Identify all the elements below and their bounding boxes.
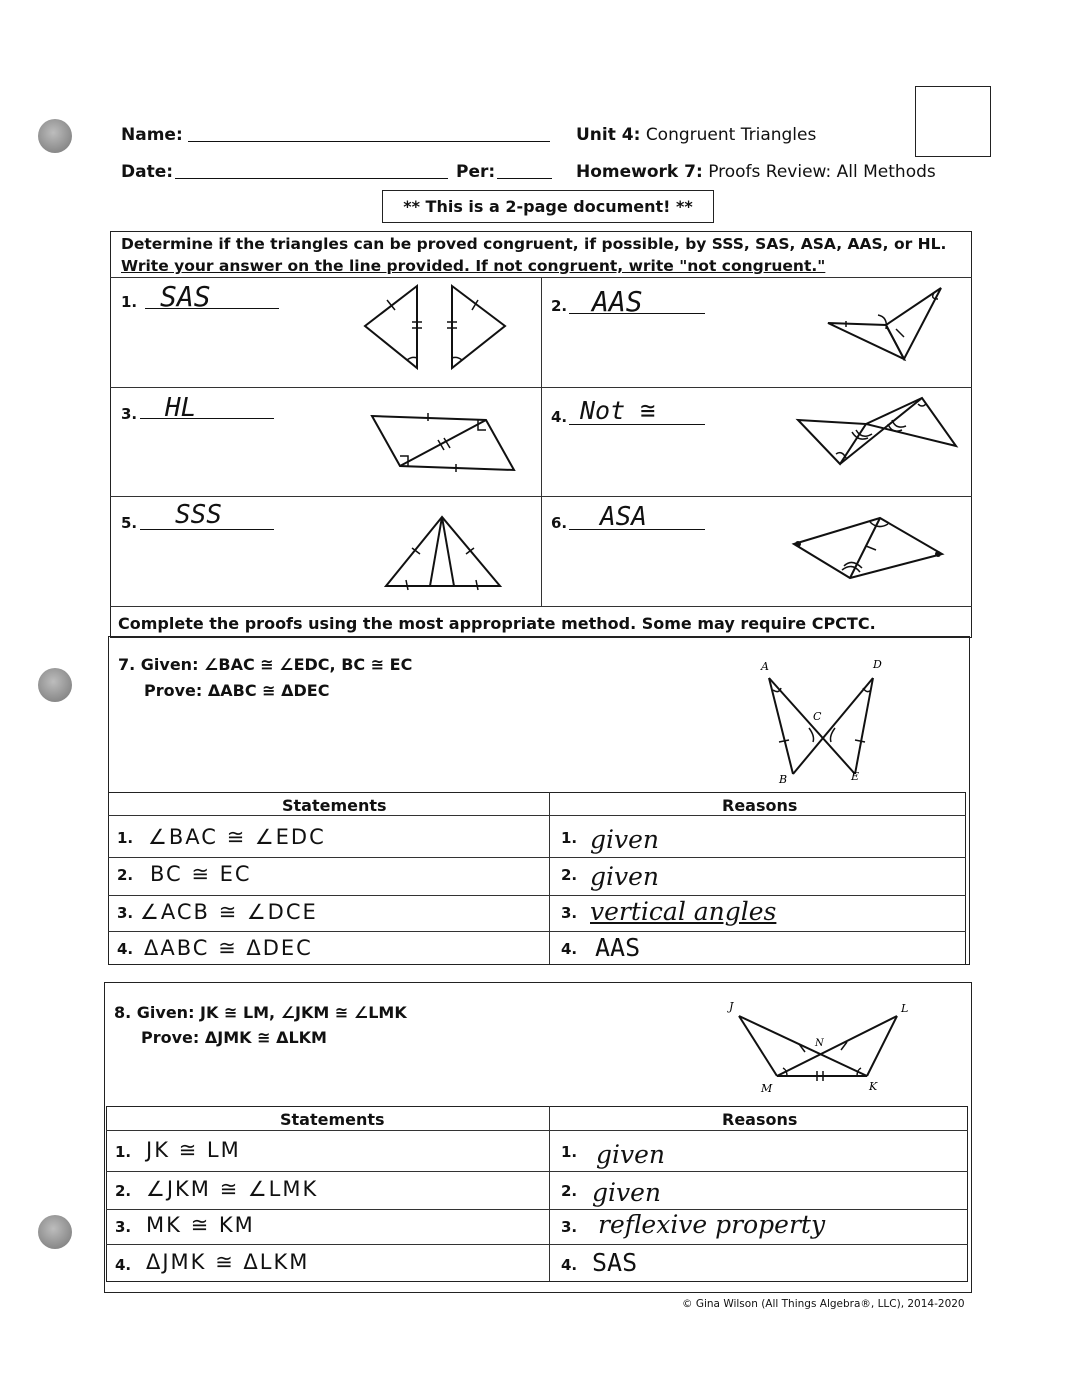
- problem-5-number: 5.: [121, 514, 138, 532]
- reason-cell[interactable]: given: [590, 825, 660, 854]
- label-l: L: [901, 1002, 909, 1015]
- row-number: 2.: [115, 1182, 132, 1200]
- row-number: 4.: [115, 1256, 132, 1274]
- label-b: B: [779, 773, 788, 786]
- name-line[interactable]: [188, 141, 550, 142]
- part2-instructions: Complete the proofs using the most appropriate method. Some may require CPCTC.: [118, 614, 876, 633]
- label-a: A: [761, 660, 769, 673]
- problem-4-figure: [796, 394, 958, 469]
- problem-1-figure: [360, 284, 510, 374]
- table-row-divider: [108, 857, 966, 858]
- proof7-figure: [755, 656, 895, 786]
- label-k: K: [869, 1080, 878, 1093]
- statements-header: Statements: [280, 1110, 385, 1129]
- problem-1-line: [145, 308, 279, 309]
- problem-1-number: 1.: [121, 293, 138, 311]
- label-j: J: [729, 1000, 734, 1013]
- table-column-divider: [549, 792, 550, 964]
- row-number: 2.: [117, 866, 134, 884]
- reason-cell[interactable]: given: [596, 1140, 666, 1169]
- reasons-header: Reasons: [722, 1110, 798, 1129]
- reason-cell[interactable]: AAS: [595, 933, 641, 962]
- reason-number: 3.: [561, 1218, 578, 1236]
- unit-heading: [576, 125, 816, 145]
- problem-5-answer[interactable]: SSS: [175, 500, 222, 530]
- statement-cell[interactable]: JK ≅ LM: [146, 1138, 241, 1162]
- row-number: 3.: [117, 904, 134, 922]
- reason-cell[interactable]: given: [592, 1178, 662, 1207]
- binder-hole-bottom: [38, 1215, 72, 1249]
- date-label: Date:: [121, 162, 174, 182]
- problem-4-line: [569, 424, 705, 425]
- reasons-header: Reasons: [722, 796, 798, 815]
- statement-cell[interactable]: MK ≅ KM: [146, 1213, 255, 1237]
- reason-number: 2.: [561, 1182, 578, 1200]
- row-number: 1.: [117, 829, 134, 847]
- name-label: Name:: [121, 125, 183, 145]
- table-header-divider: [108, 815, 966, 816]
- date-line[interactable]: [175, 178, 448, 179]
- label-c: C: [813, 710, 822, 723]
- part1-instructions-1: Determine if the triangles can be proved congruent, if possible, by SSS, SAS, ASA, AAS, or HL.: [121, 235, 947, 253]
- unit-bold: Unit 4:: [576, 125, 641, 145]
- statements-header: Statements: [282, 796, 387, 815]
- binder-hole-middle: [38, 668, 72, 702]
- label-n: N: [815, 1038, 824, 1049]
- problem-2-answer[interactable]: AAS: [592, 285, 643, 318]
- statement-cell[interactable]: ∠ACB ≅ ∠DCE: [140, 900, 318, 924]
- row-number: 4.: [117, 940, 134, 958]
- reason-number: 1.: [561, 1143, 578, 1161]
- problem-6-number: 6.: [551, 514, 568, 532]
- row-divider: [110, 606, 972, 607]
- proof8-figure: [725, 998, 915, 1094]
- reason-number: 4.: [561, 1256, 578, 1274]
- statement-cell[interactable]: ∠JKM ≅ ∠LMK: [146, 1177, 319, 1201]
- reason-number: 2.: [561, 866, 578, 884]
- reason-cell[interactable]: vertical angles: [590, 897, 777, 926]
- reason-cell[interactable]: reflexive property: [598, 1210, 826, 1239]
- problem-3-number: 3.: [121, 405, 138, 423]
- reason-cell[interactable]: SAS: [592, 1248, 638, 1277]
- per-line[interactable]: [497, 178, 552, 179]
- column-divider: [541, 277, 542, 606]
- homework-heading: [576, 162, 936, 182]
- label-m: M: [761, 1082, 773, 1095]
- statement-cell[interactable]: ΔJMK ≅ ΔLKM: [146, 1250, 310, 1274]
- copyright: © Gina Wilson (All Things Algebra®, LLC), 2014-2020: [682, 1298, 965, 1310]
- row-number: 3.: [115, 1218, 132, 1236]
- table-row-divider: [106, 1171, 968, 1172]
- reason-number: 1.: [561, 829, 578, 847]
- proof7-prove: Prove: ΔABC ≅ ΔDEC: [144, 681, 330, 700]
- per-label: Per:: [456, 162, 496, 182]
- table-row-divider: [106, 1244, 968, 1245]
- score-box[interactable]: [915, 86, 991, 157]
- reason-number: 3.: [561, 904, 578, 922]
- table-column-divider: [549, 1106, 550, 1281]
- problem-2-figure: [826, 285, 946, 367]
- homework-bold: Homework 7:: [576, 162, 703, 182]
- table-header-divider: [106, 1130, 968, 1131]
- part1-instructions-2: Write your answer on the line provided. If not congruent, write "not congruent.": [121, 257, 826, 275]
- statement-cell[interactable]: ΔABC ≅ ΔDEC: [144, 936, 313, 960]
- label-e: E: [851, 770, 860, 783]
- table-row-divider: [108, 895, 966, 896]
- problem-2-line: [569, 313, 705, 314]
- row-number: 1.: [115, 1143, 132, 1161]
- proof8-prove: Prove: ΔJMK ≅ ΔLKM: [141, 1028, 327, 1047]
- notice-box: [382, 190, 714, 223]
- problem-2-number: 2.: [551, 297, 568, 315]
- problem-3-answer[interactable]: HL: [165, 393, 197, 423]
- label-d: D: [873, 658, 882, 671]
- problem-5-figure: [384, 514, 502, 590]
- problem-4-answer[interactable]: Not ≅: [580, 396, 656, 425]
- proof7-given: 7. Given: ∠BAC ≅ ∠EDC, BC ≅ EC: [118, 655, 413, 674]
- proof8-given: 8. Given: JK ≅ LM, ∠JKM ≅ ∠LMK: [114, 1003, 407, 1022]
- table-row-divider: [108, 931, 966, 932]
- homework-title: Proofs Review: All Methods: [708, 162, 936, 182]
- unit-title: Congruent Triangles: [645, 125, 817, 145]
- problem-6-line: [569, 529, 705, 530]
- statement-cell[interactable]: ∠BAC ≅ ∠EDC: [148, 825, 326, 849]
- table-row-divider: [106, 1209, 968, 1210]
- reason-number: 4.: [561, 940, 578, 958]
- problem-1-answer[interactable]: SAS: [160, 280, 211, 313]
- problem-3-line: [140, 418, 274, 419]
- problem-5-line: [140, 529, 274, 530]
- problem-6-figure: [792, 516, 944, 580]
- reason-cell[interactable]: given: [590, 862, 660, 891]
- problem-3-figure: [368, 412, 518, 474]
- notice-text: ** This is a 2-page document! **: [403, 197, 693, 216]
- statement-cell[interactable]: BC ≅ EC: [150, 862, 252, 886]
- problem-4-number: 4.: [551, 408, 568, 426]
- problem-6-answer[interactable]: ASA: [600, 502, 647, 532]
- binder-hole-top: [38, 119, 72, 153]
